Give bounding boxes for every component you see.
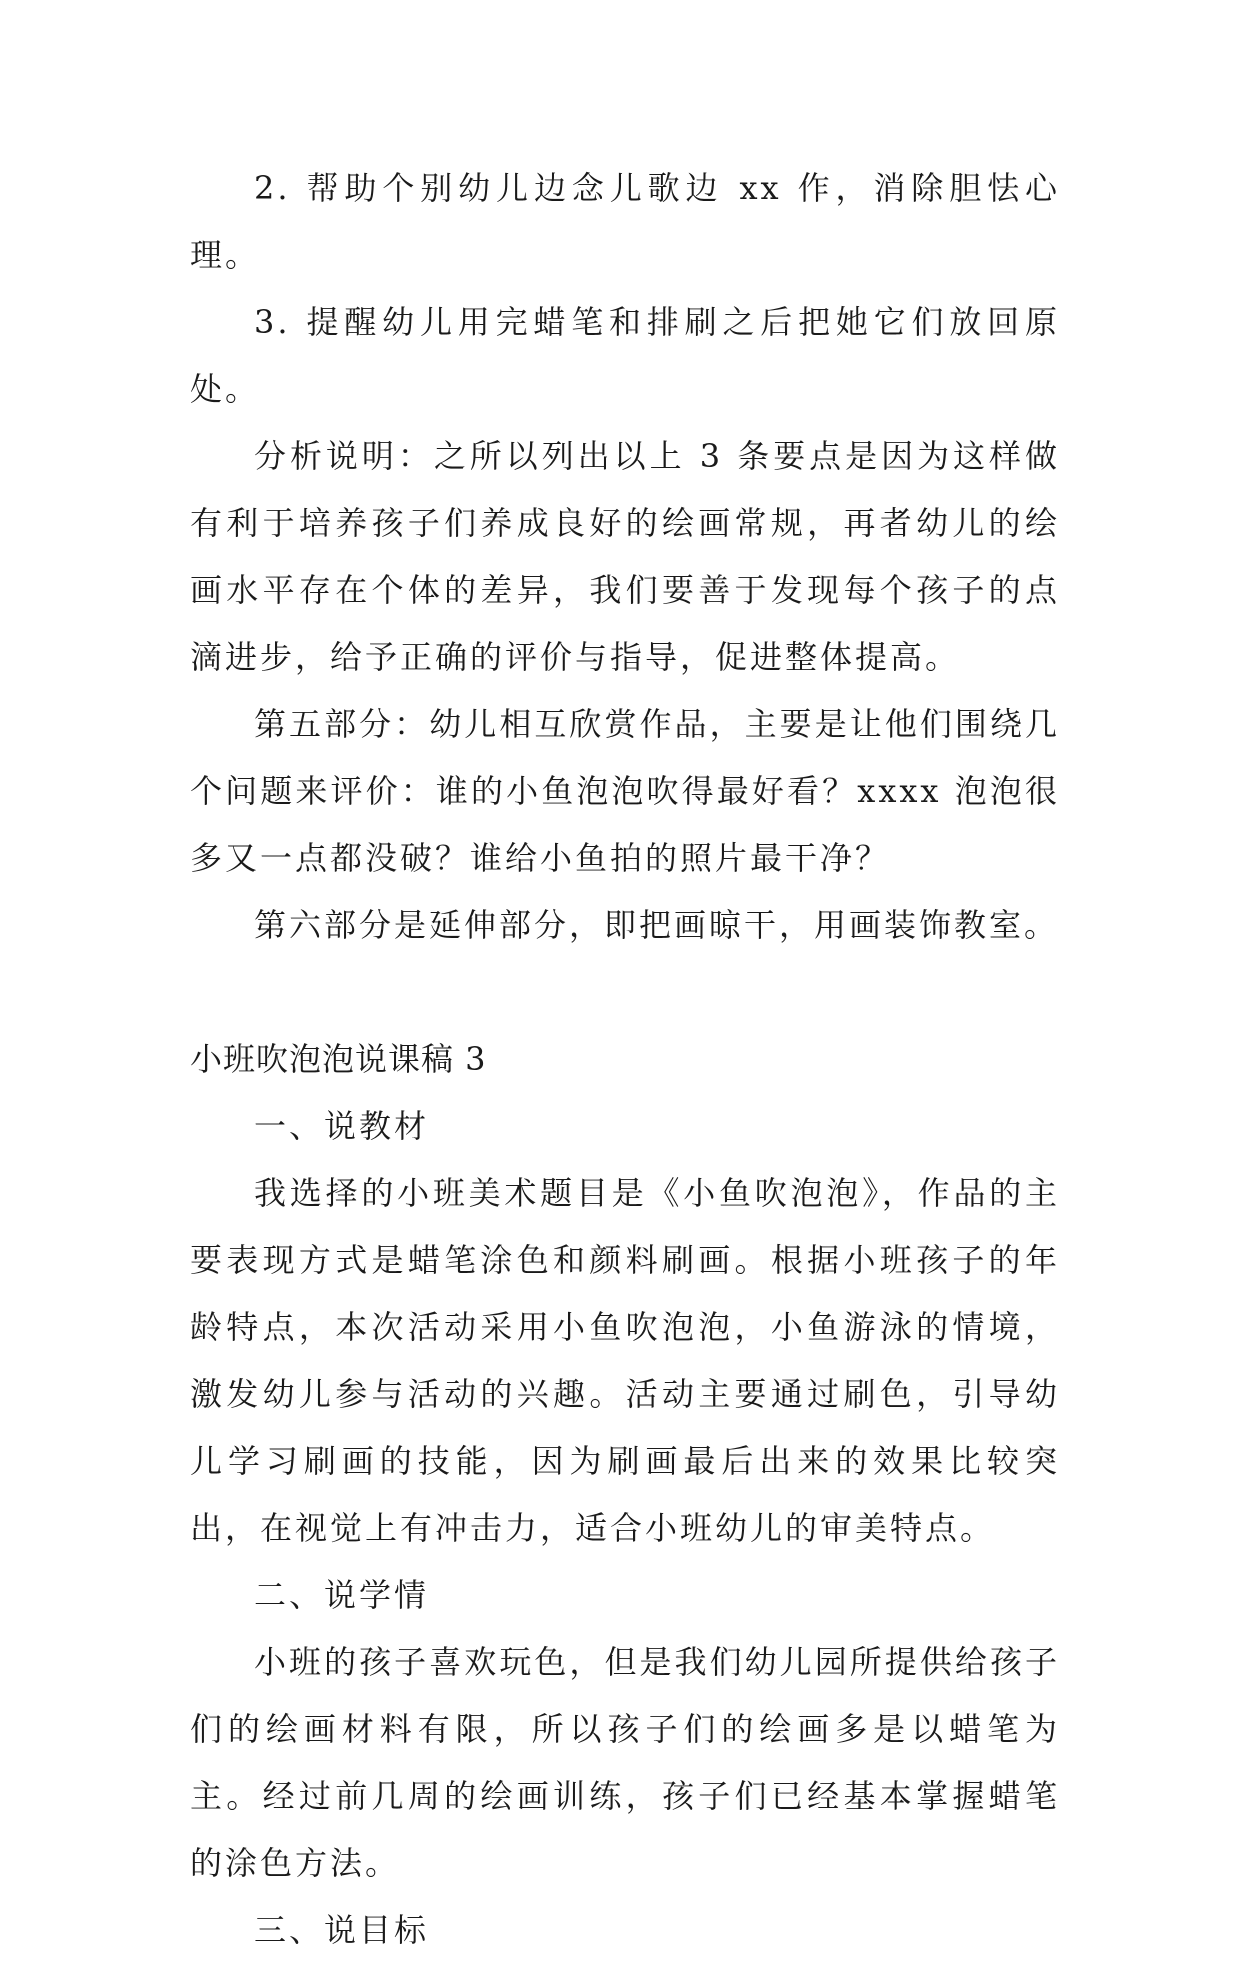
document-body	[190, 155, 1060, 1964]
heading-learning-situation: 二、说学情	[254, 1576, 430, 1614]
paragraph-step-3: 3. 提醒幼儿用完蜡笔和排刷之后把她它们放回原处。	[190, 303, 1060, 408]
paragraph-teaching-material: 我选择的小班美术题目是《小鱼吹泡泡》，作品的主要表现方式是蜡笔涂色和颜料刷画。根据小班孩子的年龄特点，本次活动采用小鱼吹泡泡，小鱼游泳的情境，激发幼儿参与活动的兴趣。活动主要通过刷色，引导幼儿学习刷画的技能，因为刷画最后出来的效果比较突出，在视觉上有冲击力，适合小班幼儿的审美特点。	[190, 1174, 1060, 1547]
section-title: 小班吹泡泡说课稿 3	[190, 1040, 487, 1078]
heading-objectives: 三、说目标	[254, 1911, 430, 1949]
paragraph-part-six: 第六部分是延伸部分，即把画晾干，用画装饰教室。	[254, 906, 1060, 944]
paragraph-part-five: 第五部分：幼儿相互欣赏作品，主要是让他们围绕几个问题来评价：谁的小鱼泡泡吹得最好看？xxxx 泡泡很多又一点都没破？谁给小鱼拍的照片最干净？	[190, 705, 1060, 877]
paragraph-step-2: 2. 帮助个别幼儿边念儿歌边 xx 作，消除胆怯心理。	[190, 169, 1060, 274]
heading-teaching-material: 一、说教材	[254, 1107, 430, 1145]
paragraph-learning-situation: 小班的孩子喜欢玩色，但是我们幼儿园所提供给孩子们的绘画材料有限，所以孩子们的绘画多是以蜡笔为主。经过前几周的绘画训练，孩子们已经基本掌握蜡笔的涂色方法。	[190, 1643, 1060, 1882]
paragraph-analysis: 分析说明：之所以列出以上 3 条要点是因为这样做有利于培养孩子们养成良好的绘画常规，再者幼儿的绘画水平存在个体的差异，我们要善于发现每个孩子的点滴进步，给予正确的评价与指导，促进整体提高。	[190, 437, 1060, 676]
